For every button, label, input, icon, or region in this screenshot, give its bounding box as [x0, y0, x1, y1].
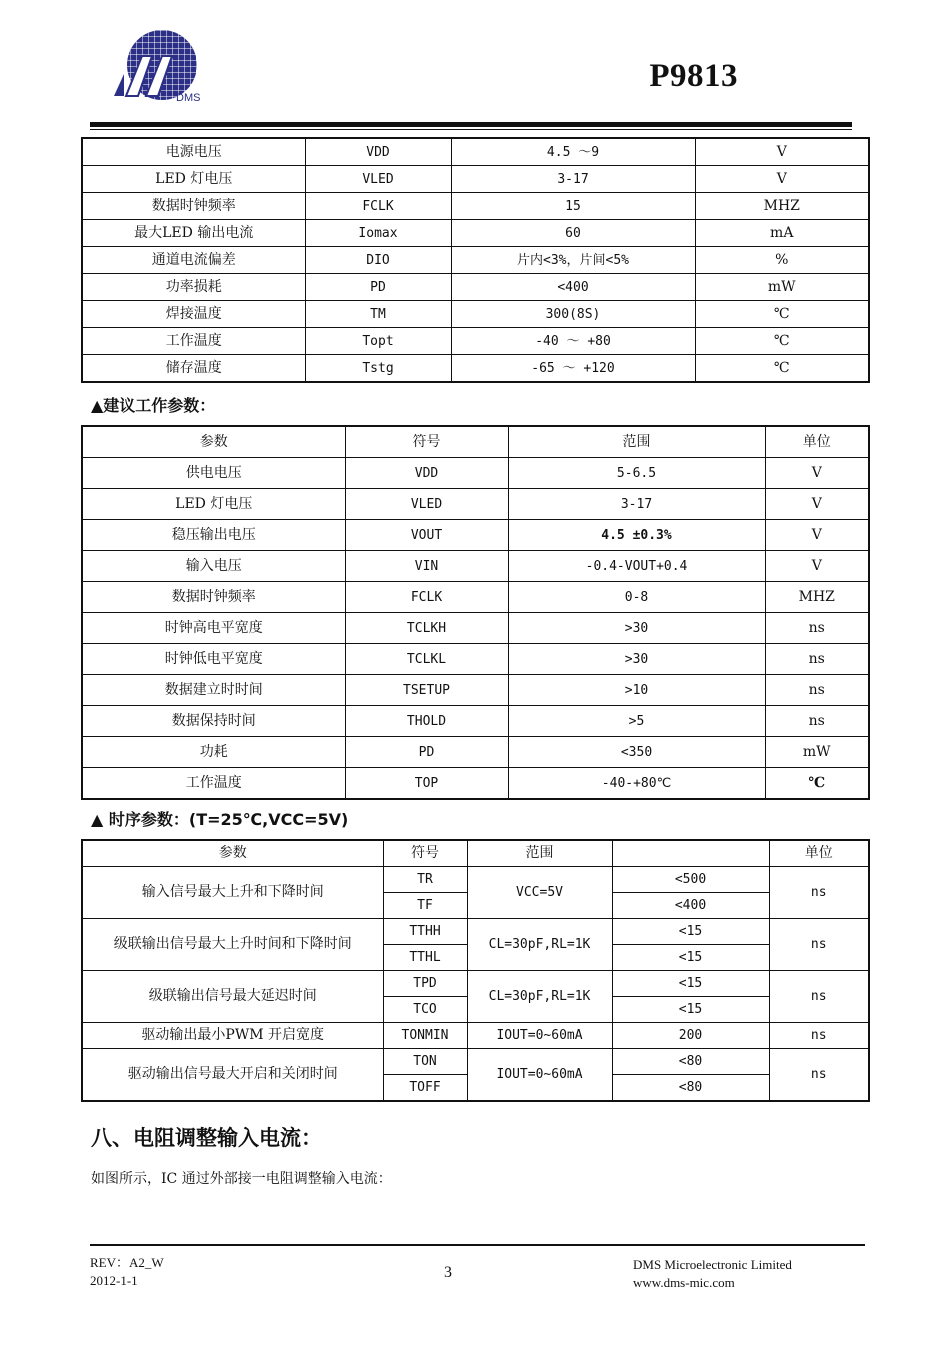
- table-row: [82, 138, 869, 166]
- table-cell: mA: [695, 220, 869, 247]
- col-header: [612, 840, 769, 867]
- table-cell: Tstg: [305, 355, 451, 383]
- table-cell: V: [695, 166, 869, 193]
- table-cell: 4.5 ±0.3%: [508, 520, 765, 551]
- value-cell: <15: [612, 945, 769, 971]
- section-8-text: 如图所示，IC 通过外部接一电阻调整输入电流：: [91, 1171, 392, 1187]
- table-cell: -65 ～ +120: [451, 355, 695, 383]
- table-row: [82, 551, 869, 582]
- table-cell: >30: [508, 644, 765, 675]
- table-cell: ns: [765, 675, 869, 706]
- table-cell: TSETUP: [345, 675, 508, 706]
- symbol-cell: TR: [383, 867, 467, 893]
- table-cell: 焊接温度: [82, 301, 305, 328]
- table-cell: 5-6.5: [508, 458, 765, 489]
- table-cell: ℃: [695, 355, 869, 383]
- recommended-heading: ▲建议工作参数：: [91, 396, 216, 415]
- page-number: 3: [444, 1264, 452, 1281]
- footer-website: www.dms-mic.com: [633, 1275, 735, 1290]
- symbol-cell: TOFF: [383, 1075, 467, 1102]
- part-number: P9813: [649, 58, 738, 94]
- table-cell: 最大LED 输出电流: [82, 220, 305, 247]
- absolute-max-table: [81, 137, 870, 383]
- param-cell: 级联输出信号最大上升时间和下降时间: [82, 919, 383, 971]
- table-cell: 15: [451, 193, 695, 220]
- table-cell: >30: [508, 613, 765, 644]
- table-row: [82, 274, 869, 301]
- symbol-cell: TCO: [383, 997, 467, 1023]
- symbol-cell: TTHH: [383, 919, 467, 945]
- table-cell: 供电电压: [82, 458, 345, 489]
- table-row: [82, 919, 869, 945]
- value-cell: <15: [612, 919, 769, 945]
- table-cell: ℃: [765, 768, 869, 800]
- table-cell: ns: [765, 706, 869, 737]
- table-row: [82, 582, 869, 613]
- table-row: [82, 867, 869, 893]
- value-cell: <15: [612, 971, 769, 997]
- table-cell: VDD: [305, 138, 451, 166]
- table-cell: <400: [451, 274, 695, 301]
- col-header: 参数: [82, 840, 383, 867]
- table-cell: V: [765, 458, 869, 489]
- table-row: [82, 458, 869, 489]
- table-cell: PD: [305, 274, 451, 301]
- table-row: [82, 613, 869, 644]
- table-cell: VOUT: [345, 520, 508, 551]
- unit-cell: ns: [769, 867, 869, 919]
- company-logo: [112, 30, 230, 110]
- recommended-params-table: [81, 425, 870, 800]
- table-row: [82, 247, 869, 274]
- table-cell: TM: [305, 301, 451, 328]
- table-cell: FCLK: [345, 582, 508, 613]
- table-cell: V: [765, 551, 869, 582]
- footer-date: 2012-1-1: [90, 1273, 138, 1288]
- table-cell: 储存温度: [82, 355, 305, 383]
- table-cell: Iomax: [305, 220, 451, 247]
- value-cell: <500: [612, 867, 769, 893]
- table-row: [82, 644, 869, 675]
- footer-company: DMS Microelectronic Limited: [633, 1257, 792, 1272]
- table-cell: -40 ～ +80: [451, 328, 695, 355]
- table-cell: 数据时钟频率: [82, 193, 305, 220]
- table-cell: -0.4-VOUT+0.4: [508, 551, 765, 582]
- table-cell: LED 灯电压: [82, 489, 345, 520]
- condition-cell: CL=30pF,RL=1K: [467, 971, 612, 1023]
- table-cell: TCLKH: [345, 613, 508, 644]
- table-cell: 电源电压: [82, 138, 305, 166]
- symbol-cell: TF: [383, 893, 467, 919]
- table-row: [82, 328, 869, 355]
- table-row: [82, 737, 869, 768]
- table-cell: 数据保持时间: [82, 706, 345, 737]
- table-row: [82, 220, 869, 247]
- table-cell: 工作温度: [82, 768, 345, 800]
- section-8-title: 八、电阻调整输入电流：: [91, 1126, 322, 1150]
- table-cell: FCLK: [305, 193, 451, 220]
- symbol-cell: TTHL: [383, 945, 467, 971]
- table-cell: 通道电流偏差: [82, 247, 305, 274]
- table-header-row: [82, 426, 869, 458]
- header-rule: [90, 122, 852, 127]
- value-cell: <80: [612, 1075, 769, 1102]
- col-header: 符号: [383, 840, 467, 867]
- table-cell: 3-17: [508, 489, 765, 520]
- table-cell: ℃: [695, 328, 869, 355]
- table-cell: mW: [695, 274, 869, 301]
- table-cell: 数据建立时时间: [82, 675, 345, 706]
- col-header: 单位: [765, 426, 869, 458]
- condition-cell: CL=30pF,RL=1K: [467, 919, 612, 971]
- table-cell: MHZ: [695, 193, 869, 220]
- header-rule-thin: [90, 129, 852, 130]
- table-cell: 数据时钟频率: [82, 582, 345, 613]
- table-cell: THOLD: [345, 706, 508, 737]
- table-cell: V: [695, 138, 869, 166]
- value-cell: <400: [612, 893, 769, 919]
- table-row: [82, 193, 869, 220]
- table-row: [82, 355, 869, 383]
- table-cell: 60: [451, 220, 695, 247]
- table-row: [82, 706, 869, 737]
- condition-cell: IOUT=0~60mA: [467, 1023, 612, 1049]
- logo-text: DMS: [176, 92, 201, 104]
- symbol-cell: TPD: [383, 971, 467, 997]
- table-cell: mW: [765, 737, 869, 768]
- table-row: [82, 301, 869, 328]
- table-cell: 功耗: [82, 737, 345, 768]
- col-header: 范围: [508, 426, 765, 458]
- table-cell: >5: [508, 706, 765, 737]
- unit-cell: ns: [769, 919, 869, 971]
- table-cell: 3-17: [451, 166, 695, 193]
- table-cell: PD: [345, 737, 508, 768]
- col-header: 参数: [82, 426, 345, 458]
- condition-cell: VCC=5V: [467, 867, 612, 919]
- table-cell: TCLKL: [345, 644, 508, 675]
- table-cell: VIN: [345, 551, 508, 582]
- table-cell: <350: [508, 737, 765, 768]
- table-cell: 4.5 ～9: [451, 138, 695, 166]
- table-cell: 工作温度: [82, 328, 305, 355]
- table-row: [82, 768, 869, 800]
- table-row: [82, 489, 869, 520]
- table-row: [82, 675, 869, 706]
- symbol-cell: TONMIN: [383, 1023, 467, 1049]
- table-row: [82, 971, 869, 997]
- table-cell: ℃: [695, 301, 869, 328]
- table-cell: V: [765, 489, 869, 520]
- param-cell: 级联输出信号最大延迟时间: [82, 971, 383, 1023]
- table-cell: DIO: [305, 247, 451, 274]
- col-header: 范围: [467, 840, 612, 867]
- unit-cell: ns: [769, 971, 869, 1023]
- table-cell: ns: [765, 613, 869, 644]
- col-header: 单位: [769, 840, 869, 867]
- table-cell: 输入电压: [82, 551, 345, 582]
- param-cell: 驱动输出最小PWM 开启宽度: [82, 1023, 383, 1049]
- col-header: 符号: [345, 426, 508, 458]
- param-cell: 驱动输出信号最大开启和关闭时间: [82, 1049, 383, 1102]
- timing-params-table: [81, 839, 870, 1102]
- symbol-cell: TON: [383, 1049, 467, 1075]
- table-header-row: [82, 840, 869, 867]
- table-cell: 时钟低电平宽度: [82, 644, 345, 675]
- table-cell: V: [765, 520, 869, 551]
- table-row: [82, 1023, 869, 1049]
- table-cell: -40-+80℃: [508, 768, 765, 800]
- value-cell: 200: [612, 1023, 769, 1049]
- table-cell: 片内<3%，片间<5%: [451, 247, 695, 274]
- table-cell: TOP: [345, 768, 508, 800]
- value-cell: <80: [612, 1049, 769, 1075]
- value-cell: <15: [612, 997, 769, 1023]
- table-cell: 0-8: [508, 582, 765, 613]
- table-cell: VLED: [305, 166, 451, 193]
- table-cell: LED 灯电压: [82, 166, 305, 193]
- unit-cell: ns: [769, 1049, 869, 1102]
- table-cell: 300(8S): [451, 301, 695, 328]
- table-cell: 功率损耗: [82, 274, 305, 301]
- footer-rev: REV：A2_W: [90, 1255, 164, 1270]
- table-cell: ns: [765, 644, 869, 675]
- table-cell: MHZ: [765, 582, 869, 613]
- table-row: [82, 1049, 869, 1075]
- footer-rule: [90, 1244, 865, 1246]
- table-cell: %: [695, 247, 869, 274]
- table-cell: Topt: [305, 328, 451, 355]
- table-cell: >10: [508, 675, 765, 706]
- table-cell: 时钟高电平宽度: [82, 613, 345, 644]
- table-row: [82, 520, 869, 551]
- param-cell: 输入信号最大上升和下降时间: [82, 867, 383, 919]
- table-cell: VLED: [345, 489, 508, 520]
- table-cell: VDD: [345, 458, 508, 489]
- condition-cell: IOUT=0~60mA: [467, 1049, 612, 1102]
- unit-cell: ns: [769, 1023, 869, 1049]
- timing-heading: ▲ 时序参数：(T=25℃,VCC=5V): [91, 810, 349, 829]
- table-row: [82, 166, 869, 193]
- table-cell: 稳压输出电压: [82, 520, 345, 551]
